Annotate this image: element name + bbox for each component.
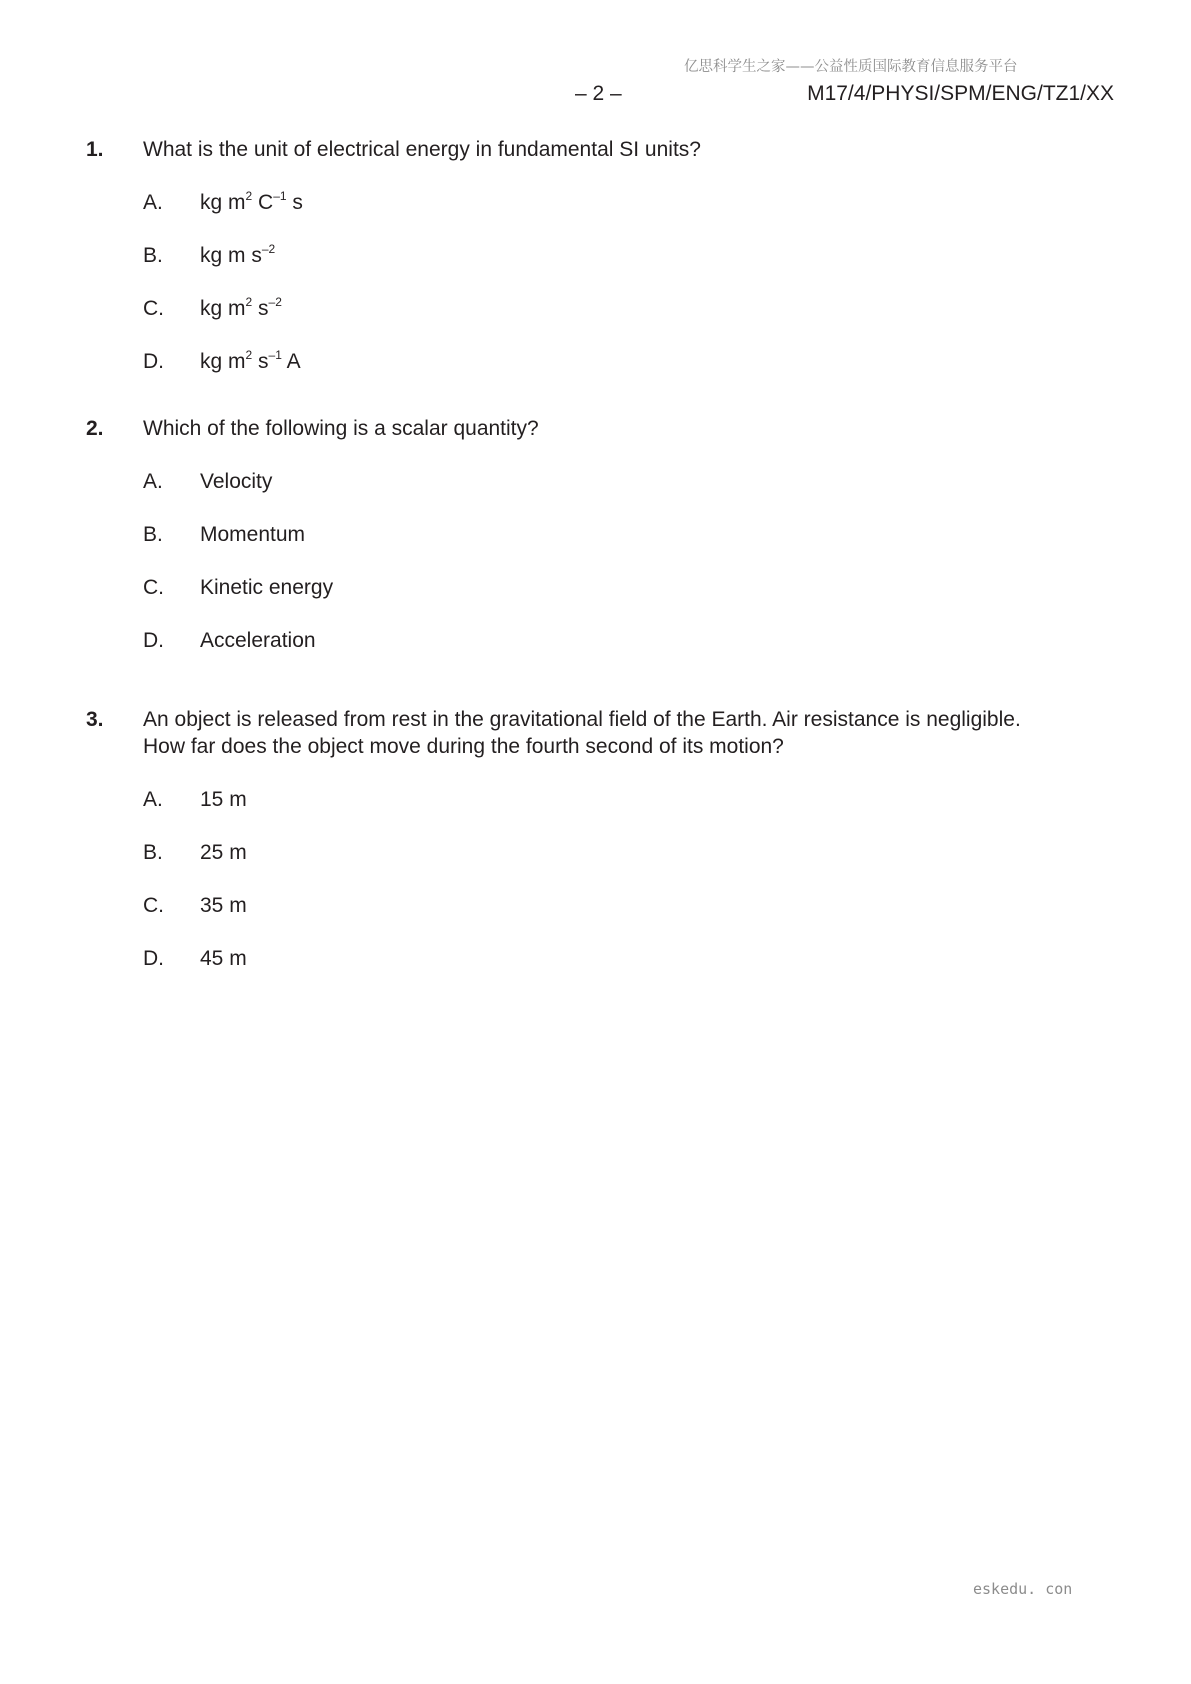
option-text: 25 m <box>200 841 247 864</box>
option-letter: B. <box>143 523 163 546</box>
option-a <box>143 468 1106 495</box>
question-text: What is the unit of electrical energy in fundamental SI units? <box>143 138 701 161</box>
unit-exponent: 2 <box>245 295 253 309</box>
header-watermark: 亿思科学生之家——公益性质国际教育信息服务平台 <box>684 59 1018 75</box>
option-letter: C. <box>143 297 164 320</box>
answer-options <box>143 786 1106 972</box>
page-number: – 2 – <box>575 82 622 105</box>
option-letter: D. <box>143 629 164 652</box>
option-text: 15 m <box>200 788 247 811</box>
option-b <box>143 242 1106 269</box>
unit-exponent: –1 <box>273 189 287 203</box>
option-letter: C. <box>143 576 164 599</box>
option-b <box>143 521 1106 548</box>
option-b <box>143 839 1106 866</box>
question-text-line-1: An object is released from rest in the gravitational field of the Earth. Air resistance is negligible. <box>143 708 1021 731</box>
option-text: kg $m^2$ $s^{-2}$ <box>200 295 282 320</box>
unit-exponent: –2 <box>261 242 276 256</box>
option-d <box>143 627 1106 654</box>
option-letter: A. <box>143 788 163 811</box>
option-c <box>143 574 1106 601</box>
option-letter: C. <box>143 894 164 917</box>
unit-exponent: –2 <box>268 295 282 309</box>
option-a <box>143 786 1106 813</box>
option-text: kg m $s^{-2}$ <box>200 242 276 267</box>
option-letter: D. <box>143 350 164 373</box>
question-3 <box>86 706 1106 998</box>
option-letter: A. <box>143 470 163 493</box>
option-d <box>143 348 1106 375</box>
option-text: Velocity <box>200 470 273 493</box>
option-text: Momentum <box>200 523 306 546</box>
option-letter: B. <box>143 841 163 864</box>
option-text: Kinetic energy <box>200 576 334 599</box>
option-d <box>143 945 1106 972</box>
question-2 <box>86 415 1106 680</box>
option-text: kg $m^2$ $s^{-1}$ A <box>200 348 301 373</box>
footer-site-mark: eskedu. con <box>973 1580 1073 1598</box>
unit-exponent: –1 <box>268 348 282 362</box>
option-letter: B. <box>143 244 163 267</box>
option-letter: A. <box>143 191 163 214</box>
option-text: kg $m^2$ $C^{-1}$ s <box>200 189 303 214</box>
question-1 <box>86 136 1106 401</box>
option-c <box>143 295 1106 322</box>
question-number: 2. <box>86 417 104 440</box>
unit-exponent: 2 <box>245 189 253 203</box>
question-number: 3. <box>86 708 104 731</box>
question-number: 1. <box>86 138 104 161</box>
paper-code: M17/4/PHYSI/SPM/ENG/TZ1/XX <box>807 82 1114 105</box>
question-text: Which of the following is a scalar quantity? <box>143 417 539 440</box>
option-text: 35 m <box>200 894 247 917</box>
question-text-line-2: How far does the object move during the fourth second of its motion? <box>143 735 784 758</box>
unit-exponent: 2 <box>245 348 253 362</box>
option-text: Acceleration <box>200 629 316 652</box>
answer-options <box>143 189 1106 375</box>
option-a <box>143 189 1106 216</box>
option-c <box>143 892 1106 919</box>
option-letter: D. <box>143 947 164 970</box>
answer-options <box>143 468 1106 654</box>
option-text: 45 m <box>200 947 247 970</box>
